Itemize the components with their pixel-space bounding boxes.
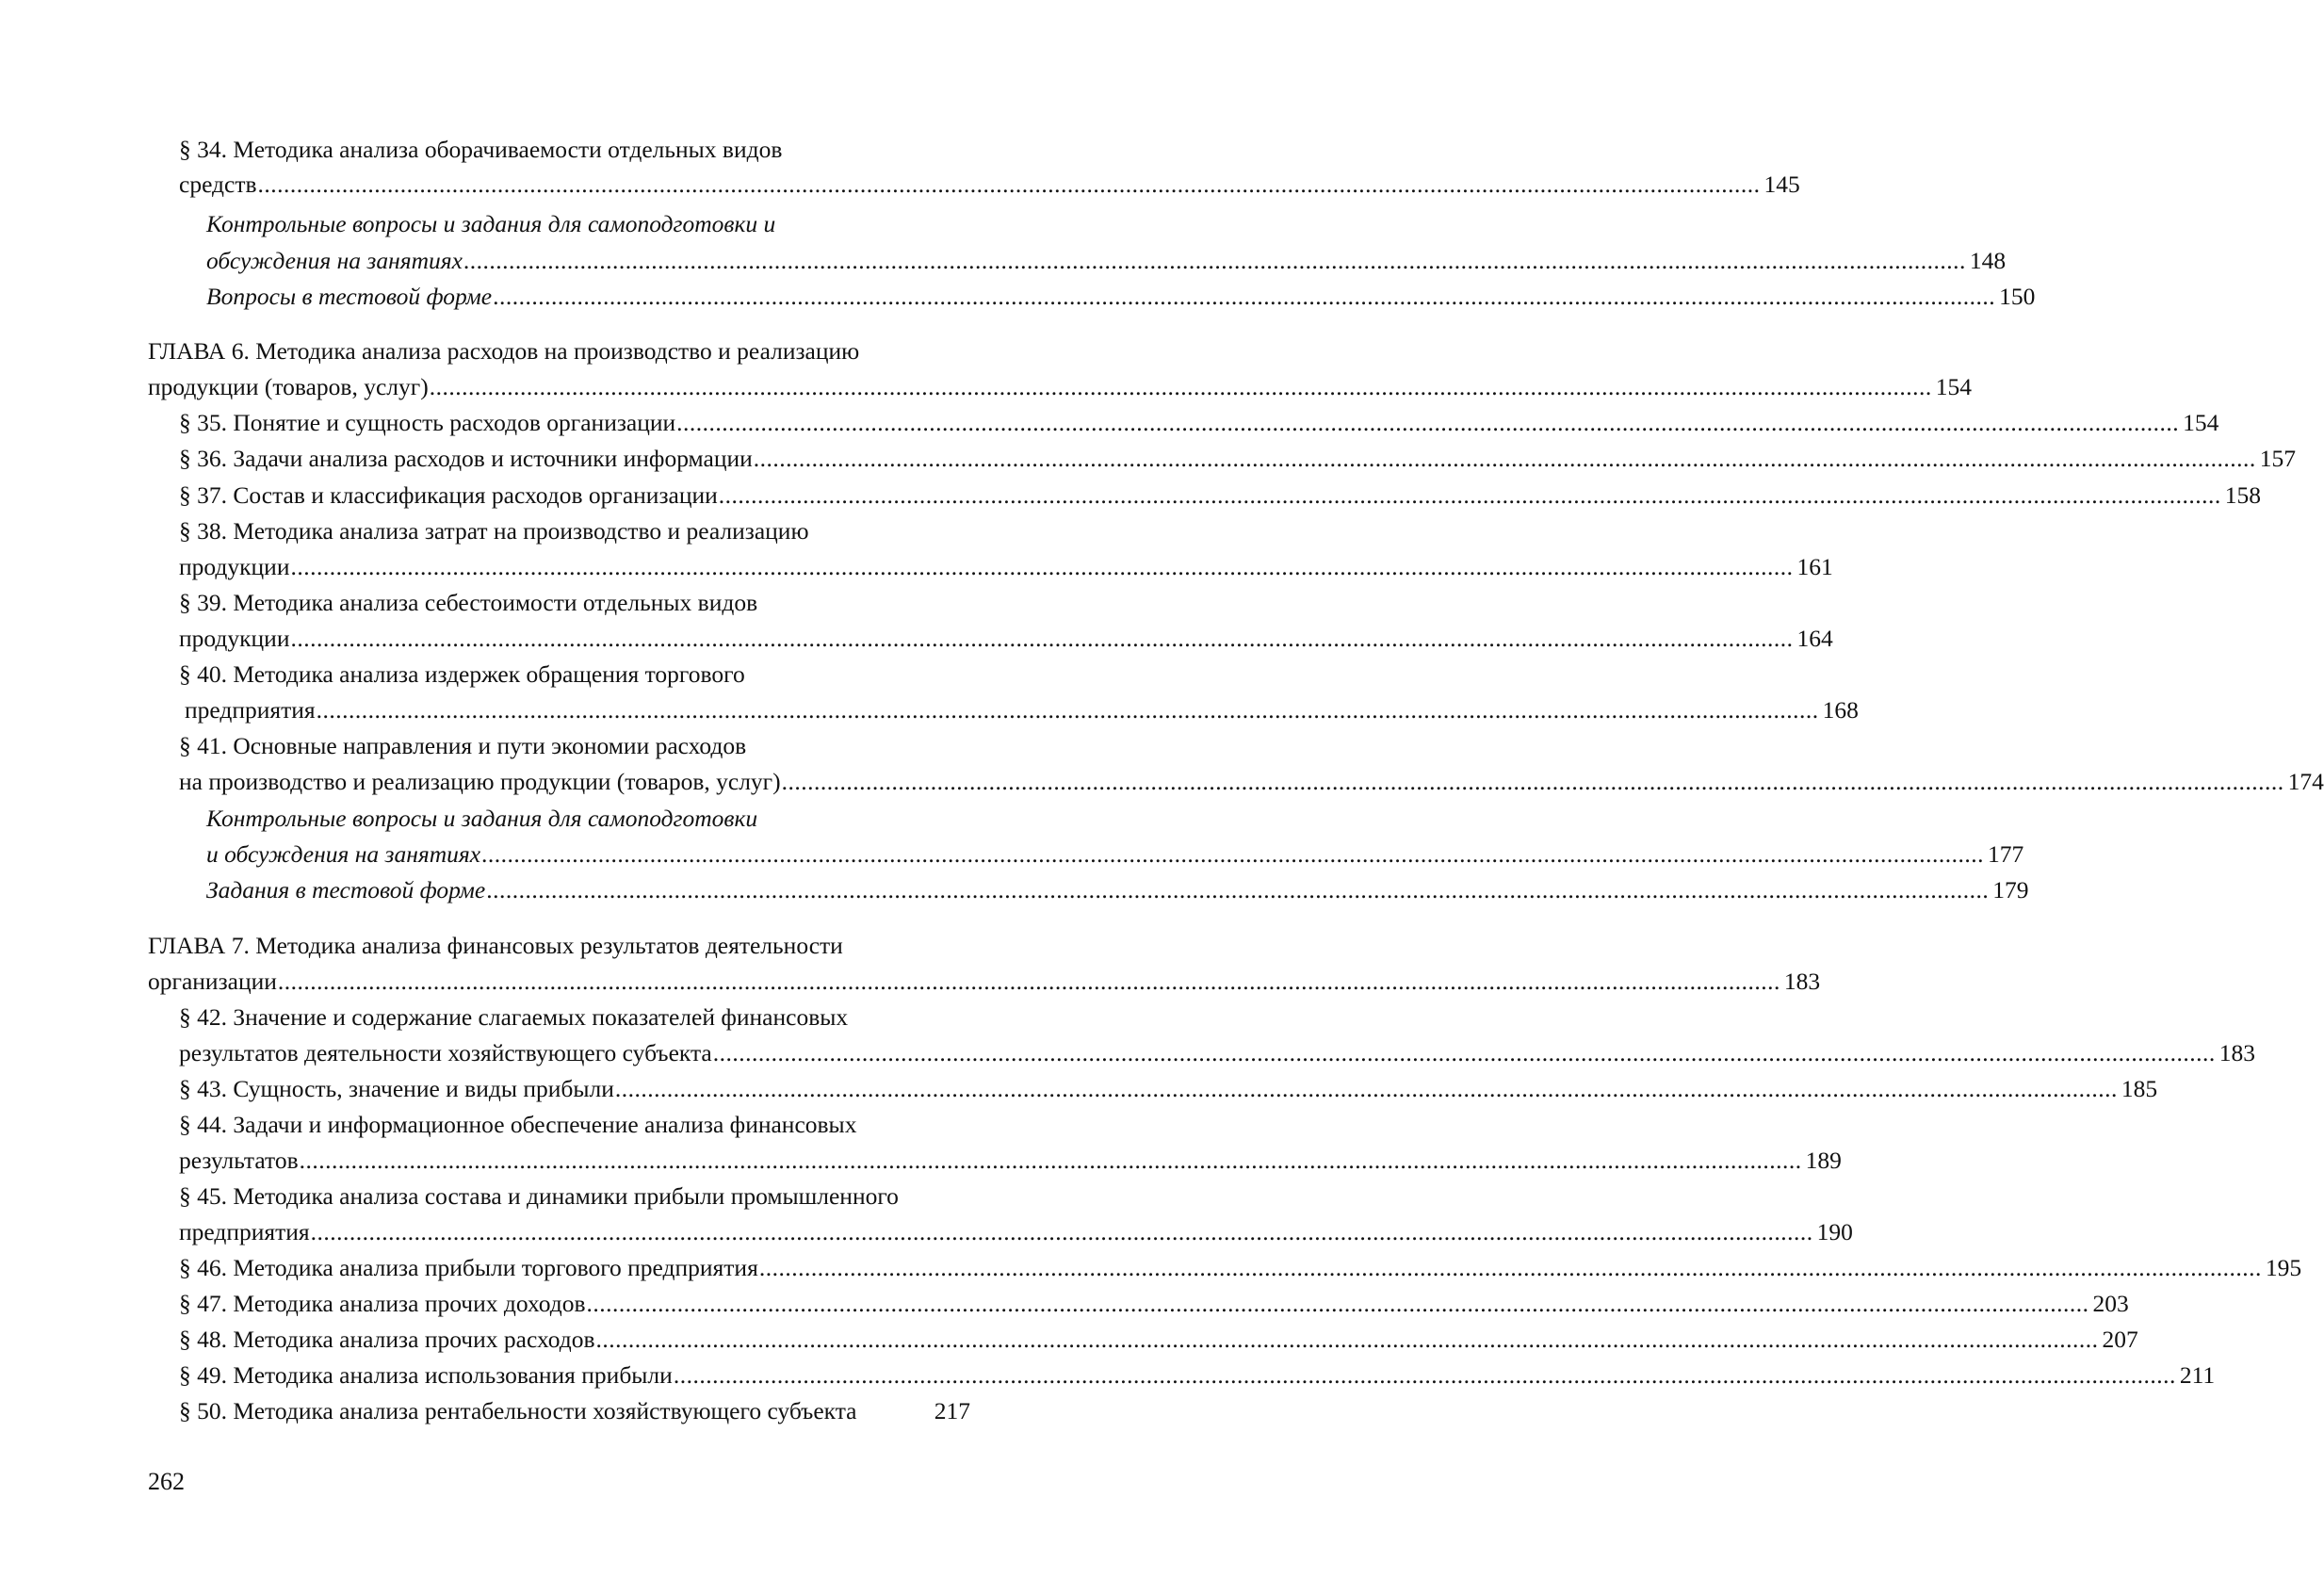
toc-entry: [206, 243, 2007, 279]
toc-entry-page: 158: [2224, 481, 2262, 509]
chapter-heading-line: [148, 334, 859, 369]
dot-leader: ........................................................................................................................................................................................................................................: [718, 481, 2221, 509]
toc-entry-title: результатов: [179, 1147, 299, 1174]
dot-leader: ........................................................................................................................................................................................................................................: [676, 409, 2180, 436]
toc-entry-title: и обсуждения на занятиях: [206, 840, 481, 868]
dot-leader: ........................................................................................................................................................................................................................................: [290, 553, 1794, 580]
toc-entry-page: 145: [1763, 171, 1800, 198]
toc-entry-title: § 36. Задачи анализа расходов и источники информации: [179, 445, 753, 472]
dot-leader: ........................................................................................................................................................................................................................................: [277, 968, 1780, 995]
toc-entry: [206, 872, 2029, 908]
toc-entry-page: 195: [2265, 1254, 2302, 1281]
toc-entry: [179, 1214, 1853, 1250]
toc-entry-title: Контрольные вопросы и задания для самоподготовки: [206, 805, 758, 832]
toc-heading-line: [179, 132, 782, 168]
toc-entry-title: Контрольные вопросы и задания для самоподготовки и: [206, 210, 776, 237]
toc-entry-page: 174: [2287, 768, 2324, 795]
toc-entry-title: результатов деятельности хозяйствующего субъекта: [179, 1039, 712, 1066]
toc-heading-line: [179, 728, 746, 764]
dot-leader: ........................................................................................................................................................................................................................................: [595, 1326, 2099, 1353]
toc-entry-page: 190: [1816, 1218, 1853, 1245]
toc-heading-line: [179, 657, 745, 692]
toc-entry-title: § 42. Значение и содержание слагаемых показателей финансовых: [179, 1003, 849, 1031]
toc-entry-page: 189: [1805, 1147, 1842, 1174]
toc-entry-title: § 35. Понятие и сущность расходов организации: [179, 409, 676, 436]
toc-heading-line: [179, 1000, 848, 1035]
toc-entry-title: § 49. Методика анализа использования прибыли: [179, 1361, 673, 1389]
toc-entry-title: § 40. Методика анализа издержек обращения торгового: [179, 660, 745, 688]
toc-entry-title: § 44. Задачи и информационное обеспечение анализа финансовых: [179, 1111, 857, 1138]
toc-entry: [179, 478, 2262, 513]
dot-leader: ........................................................................................................................................................................................................................................: [486, 876, 1990, 903]
toc-entry: [185, 692, 1859, 728]
toc-entry-page: 203: [2092, 1290, 2129, 1317]
toc-entry-title: § 50. Методика анализа рентабельности хозяйствующего субъекта: [179, 1397, 857, 1424]
toc-entry-title: § 38. Методика анализа затрат на производство и реализацию: [179, 517, 809, 545]
toc-entry-title: § 46. Методика анализа прибыли торгового предприятия: [179, 1254, 758, 1281]
toc-entry-page: 161: [1796, 553, 1833, 580]
dot-leader: ........................................................................................................................................................................................................................................: [586, 1290, 2089, 1317]
toc-entry-page: 150: [1999, 283, 2036, 310]
dot-leader: ........................................................................................................................................................................................................................................: [257, 171, 1761, 198]
toc-entry-title: продукции (товаров, услуг): [148, 373, 429, 400]
toc-entry: [179, 441, 2297, 477]
toc-entry: [179, 549, 1833, 585]
toc-entry-title: § 34. Методика анализа оборачиваемости отдельных видов: [179, 136, 783, 163]
dot-leader: ........................................................................................................................................................................................................................................: [310, 1218, 1813, 1245]
toc-entry-title: ГЛАВА 6. Методика анализа расходов на производство и реализацию: [148, 337, 860, 365]
toc-entry-page: 154: [2183, 409, 2219, 436]
toc-entry-page: 164: [1796, 625, 1833, 652]
toc-entry-title: § 45. Методика анализа состава и динамики прибыли промышленного: [179, 1182, 899, 1210]
toc-entry: [206, 837, 2024, 872]
toc-entry-title: предприятия: [179, 1218, 310, 1245]
toc-heading-line: [179, 1107, 856, 1143]
toc-entry-page: 183: [2218, 1039, 2255, 1066]
toc-entry: [179, 167, 1800, 203]
toc-heading-line: [206, 206, 775, 242]
dot-leader: ........................................................................................................................................................................................................................................: [673, 1361, 2176, 1389]
dot-leader: ........................................................................................................................................................................................................................................: [781, 768, 2284, 795]
toc-entry-page: 207: [2102, 1326, 2138, 1353]
toc-entry: [179, 1035, 2255, 1071]
toc-entry: [179, 1358, 2216, 1393]
toc-entry-title: § 43. Сущность, значение и виды прибыли: [179, 1075, 614, 1102]
toc-entry-page: 179: [1992, 876, 2029, 903]
toc-entry-title: организации: [148, 968, 277, 995]
toc-entry-title: продукции: [179, 625, 290, 652]
toc-entry: [148, 964, 1821, 1000]
toc-entry: [179, 1071, 2158, 1107]
dot-leader: ........................................................................................................................................................................................................................................: [429, 373, 1932, 400]
toc-entry-title: § 48. Методика анализа прочих расходов: [179, 1326, 595, 1353]
toc-entry-page: 185: [2121, 1075, 2158, 1102]
dot-leader: ........................................................................................................................................................................................................................................: [290, 625, 1794, 652]
toc-heading-line: [179, 513, 809, 549]
toc-entry-page: 217: [934, 1397, 970, 1424]
toc-entry: [206, 279, 2036, 315]
toc-entry: [179, 1393, 970, 1429]
page-number: 262: [148, 1468, 185, 1495]
toc-entry-title: на производство и реализацию продукции (товаров, услуг): [179, 768, 781, 795]
toc-entry-title: продукции: [179, 553, 290, 580]
toc-entry-page: 148: [1969, 247, 2007, 274]
toc-heading-line: [179, 1179, 899, 1214]
toc-heading-line: [179, 585, 757, 621]
dot-leader: ........................................................................................................................................................................................................................................: [753, 445, 2256, 472]
toc-entry-page: 154: [1935, 373, 1972, 400]
toc-entry-title: § 37. Состав и классификация расходов организации: [179, 481, 718, 509]
toc-entry: [179, 1286, 2129, 1322]
toc-entry: [179, 1143, 1842, 1179]
toc-entry: [179, 405, 2219, 441]
dot-leader: ........................................................................................................................................................................................................................................: [614, 1075, 2118, 1102]
dot-leader: ........................................................................................................................................................................................................................................: [481, 840, 1985, 868]
toc-heading-line: [206, 801, 757, 837]
toc-entry-page: 177: [1988, 840, 2024, 868]
toc-entry-title: Задания в тестовой форме: [206, 876, 486, 903]
dot-leader: ........................................................................................................................................................................................................................................: [463, 247, 1966, 274]
dot-leader: ........................................................................................................................................................................................................................................: [758, 1254, 2262, 1281]
toc-entry-page: 183: [1783, 968, 1821, 995]
toc-entry-title: § 47. Методика анализа прочих доходов: [179, 1290, 586, 1317]
toc-entry-page: 157: [2259, 445, 2297, 472]
dot-leader: ........................................................................................................................................................................................................................................: [316, 696, 1819, 724]
toc-entry: [179, 1322, 2138, 1358]
toc-entry-title: предприятия: [185, 696, 316, 724]
dot-leader: ........................................................................................................................................................................................................................................: [493, 283, 1996, 310]
toc-entry-title: Вопросы в тестовой форме: [206, 283, 493, 310]
toc-entry-title: средств: [179, 171, 257, 198]
toc-entry-title: § 41. Основные направления и пути экономии расходов: [179, 732, 747, 759]
toc-entry-title: обсуждения на занятиях: [206, 247, 463, 274]
toc-entry-title: § 39. Методика анализа себестоимости отдельных видов: [179, 589, 758, 616]
toc-entry: [179, 621, 1833, 657]
dot-leader: ........................................................................................................................................................................................................................................: [712, 1039, 2216, 1066]
dot-leader: ........................................................................................................................................................................................................................................: [299, 1147, 1802, 1174]
toc-entry: [148, 369, 1972, 405]
toc-entry: [179, 1250, 2302, 1286]
toc-entry-page: 168: [1822, 696, 1859, 724]
toc-entry-title: ГЛАВА 7. Методика анализа финансовых результатов деятельности: [148, 932, 843, 959]
toc-entry: [179, 764, 2324, 800]
chapter-heading-line: [148, 928, 843, 964]
toc-entry-page: 211: [2179, 1361, 2216, 1389]
